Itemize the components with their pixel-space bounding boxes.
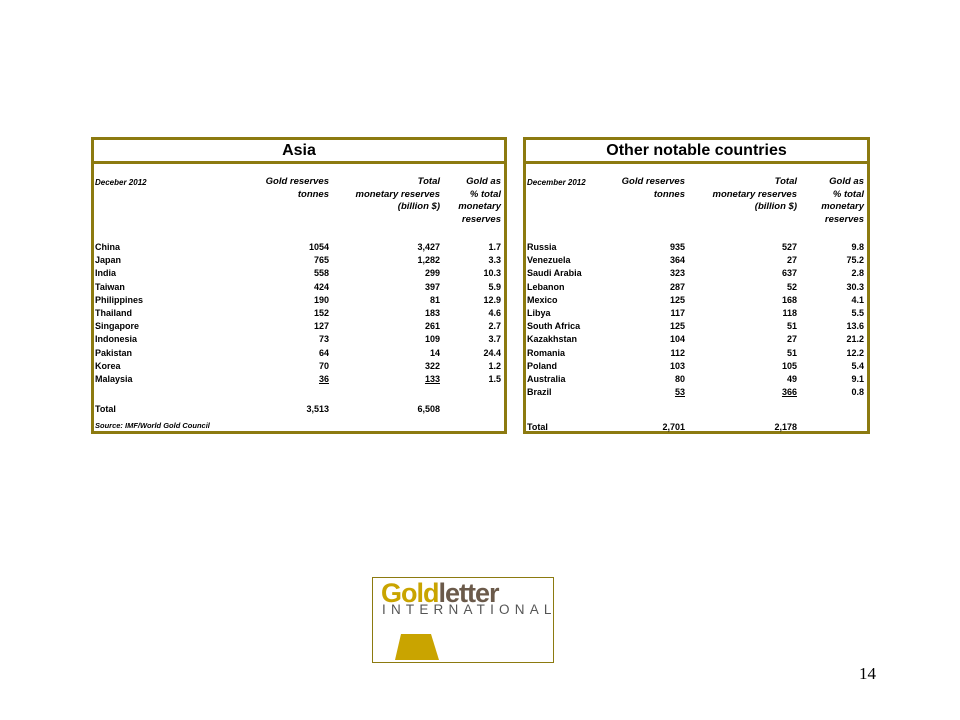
- tonnes-cell: 64: [318, 347, 329, 358]
- country-cell: Pakistan: [95, 347, 133, 358]
- asia-table-panel: [91, 137, 507, 434]
- header-line: tonnes: [653, 188, 685, 200]
- country-cell: Japan: [95, 255, 122, 266]
- total-reserves: 2,178: [774, 422, 797, 432]
- other-countries-table-panel: [523, 137, 870, 434]
- tonnes-cell: 70: [318, 360, 329, 371]
- pct-cell: 1.7: [488, 242, 501, 252]
- country-cell: Korea: [95, 360, 121, 371]
- tonnes-cell: 125: [669, 294, 685, 305]
- tonnes-cell: 104: [669, 334, 685, 345]
- table-row: [94, 281, 504, 294]
- table-row: [526, 281, 867, 294]
- tonnes-cell: 127: [313, 321, 329, 332]
- reserves-cell: 109: [424, 334, 440, 345]
- table-row: [94, 254, 504, 267]
- reserves-cell: 322: [424, 360, 440, 371]
- table-row: [526, 241, 867, 254]
- other-col-gold-pct-header: [821, 176, 864, 226]
- other-total-row: [526, 421, 867, 434]
- country-cell: Malaysia: [95, 374, 133, 384]
- country-cell: Romania: [527, 347, 566, 358]
- country-cell: Libya: [527, 308, 551, 318]
- tonnes-cell: 117: [670, 308, 685, 318]
- table-row: [526, 307, 867, 320]
- total-label: Total: [527, 422, 548, 432]
- country-cell: Saudi Arabia: [527, 268, 582, 279]
- country-cell: China: [95, 242, 121, 252]
- header-line: reserves: [824, 213, 864, 225]
- country-cell: Indonesia: [95, 334, 138, 345]
- header-line: monetary reserves: [712, 188, 797, 200]
- reserves-cell: 52: [786, 281, 797, 292]
- table-row: [94, 294, 504, 307]
- reserves-cell: 14: [429, 347, 440, 358]
- pct-cell: 9.8: [851, 242, 864, 252]
- pct-cell: 3.3: [488, 255, 501, 266]
- pct-cell: 3.7: [488, 334, 501, 345]
- country-cell: Taiwan: [95, 281, 125, 292]
- asia-col-total-reserves-header: [356, 176, 441, 214]
- tonnes-cell: 935: [669, 242, 685, 252]
- header-line: Total: [774, 176, 797, 187]
- pct-cell: 5.9: [488, 281, 501, 292]
- reserves-cell: 118: [782, 308, 797, 318]
- logo-word-letter: letter: [438, 578, 499, 608]
- table-row: [94, 307, 504, 320]
- tonnes-cell: 364: [669, 255, 685, 266]
- pct-cell: 2.8: [851, 268, 864, 279]
- total-tonnes: 2,701: [662, 422, 685, 432]
- pct-cell: 12.9: [483, 294, 501, 305]
- reserves-cell: 133: [424, 374, 440, 384]
- reserves-cell: 105: [781, 360, 797, 371]
- tonnes-cell: 1054: [308, 242, 329, 252]
- table-row: [526, 320, 867, 333]
- header-line: Total: [417, 176, 440, 187]
- reserves-cell: 366: [781, 387, 797, 398]
- pct-cell: 24.4: [483, 347, 501, 358]
- reserves-cell: 168: [781, 294, 797, 305]
- table-row: [94, 373, 504, 386]
- total-label: Total: [95, 404, 116, 414]
- reserves-cell: 27: [786, 334, 797, 345]
- header-line: Gold as: [466, 176, 501, 187]
- tonnes-cell: 323: [669, 268, 685, 279]
- country-cell: Australia: [527, 374, 566, 384]
- table-row: [94, 333, 504, 346]
- table-row: [526, 373, 867, 386]
- country-cell: Singapore: [95, 321, 140, 332]
- pct-cell: 4.1: [851, 294, 864, 305]
- header-line: Gold as: [829, 176, 864, 187]
- table-row: [526, 386, 867, 399]
- table-row: [94, 267, 504, 280]
- asia-date-label: Deceber 2012: [95, 178, 147, 187]
- total-tonnes: 3,513: [306, 404, 329, 414]
- other-table-title: Other notable countries: [526, 140, 867, 164]
- header-line: Gold reserves: [621, 176, 685, 187]
- tonnes-cell: 73: [318, 334, 329, 345]
- reserves-cell: 183: [424, 308, 440, 318]
- pct-cell: 5.4: [851, 360, 864, 371]
- table-row: [94, 360, 504, 373]
- table-row: [526, 294, 867, 307]
- country-cell: India: [95, 268, 117, 279]
- country-cell: Kazakhstan: [527, 334, 578, 345]
- pct-cell: 1.2: [488, 360, 501, 371]
- country-cell: Poland: [527, 360, 558, 371]
- country-cell: Philippines: [95, 294, 144, 305]
- header-line: (billion $): [397, 201, 440, 212]
- reserves-cell: 1,282: [417, 255, 440, 266]
- goldletter-logo: [372, 577, 557, 663]
- pct-cell: 5.5: [851, 308, 864, 318]
- asia-col-gold-pct-header: [458, 176, 501, 226]
- header-line: reserves: [461, 213, 501, 225]
- header-line: % total: [832, 188, 864, 200]
- table-row: [526, 333, 867, 346]
- tonnes-cell: 125: [669, 321, 685, 332]
- reserves-cell: 27: [786, 255, 797, 266]
- pct-cell: 13.6: [846, 321, 864, 332]
- country-cell: Lebanon: [527, 281, 565, 292]
- source-note: Source: IMF/World Gold Council: [95, 421, 210, 430]
- other-date-label: December 2012: [527, 178, 586, 187]
- tonnes-cell: 287: [669, 281, 685, 292]
- pct-cell: 1.5: [488, 374, 501, 384]
- country-cell: Thailand: [95, 308, 133, 318]
- tonnes-cell: 152: [313, 308, 329, 318]
- reserves-cell: 3,427: [417, 242, 440, 252]
- pct-cell: 9.1: [851, 374, 864, 384]
- table-row: [94, 241, 504, 254]
- header-line: % total: [469, 188, 501, 200]
- pct-cell: 0.8: [851, 387, 864, 398]
- reserves-cell: 51: [786, 347, 797, 358]
- logo-subtitle: INTERNATIONAL: [382, 602, 557, 617]
- reserves-cell: 51: [786, 321, 797, 332]
- other-col-total-reserves-header: [713, 176, 798, 214]
- country-cell: Mexico: [527, 294, 558, 305]
- tonnes-cell: 558: [313, 268, 329, 279]
- table-row: [94, 347, 504, 360]
- asia-table-title: Asia: [94, 140, 504, 164]
- pct-cell: 21.2: [846, 334, 864, 345]
- tonnes-cell: 80: [674, 374, 685, 384]
- table-row: [526, 254, 867, 267]
- reserves-cell: 397: [424, 281, 440, 292]
- tonnes-cell: 103: [669, 360, 685, 371]
- pct-cell: 10.3: [483, 268, 501, 279]
- table-row: [526, 267, 867, 280]
- table-row: [94, 320, 504, 333]
- tonnes-cell: 53: [674, 387, 685, 398]
- page-number: 14: [859, 664, 876, 683]
- tonnes-cell: 765: [313, 255, 329, 266]
- country-cell: South Africa: [527, 321, 581, 332]
- tonnes-cell: 112: [670, 347, 685, 358]
- pct-cell: 75.2: [846, 255, 864, 266]
- table-row: [526, 360, 867, 373]
- header-line: tonnes: [297, 188, 329, 200]
- pct-cell: 2.7: [488, 321, 501, 332]
- logo-word-gold: Gold: [381, 578, 439, 608]
- reserves-cell: 261: [424, 321, 440, 332]
- header-line: monetary: [821, 201, 864, 212]
- header-line: Gold reserves: [265, 176, 329, 187]
- country-cell: Russia: [527, 242, 557, 252]
- header-line: (billion $): [754, 201, 797, 212]
- header-line: monetary: [458, 201, 501, 212]
- tonnes-cell: 190: [313, 294, 329, 305]
- country-cell: Brazil: [527, 387, 552, 398]
- reserves-cell: 299: [424, 268, 440, 279]
- reserves-cell: 49: [786, 374, 797, 384]
- asia-col-gold-reserves-header: [266, 176, 329, 201]
- pct-cell: 4.6: [488, 308, 501, 318]
- pct-cell: 12.2: [846, 347, 864, 358]
- table-row: [526, 347, 867, 360]
- tonnes-cell: 36: [318, 374, 329, 384]
- other-col-gold-reserves-header: [622, 176, 685, 201]
- header-line: monetary reserves: [355, 188, 440, 200]
- pct-cell: 30.3: [846, 281, 864, 292]
- reserves-cell: 81: [429, 294, 440, 305]
- tonnes-cell: 424: [313, 281, 329, 292]
- reserves-cell: 637: [781, 268, 797, 279]
- country-cell: Venezuela: [527, 255, 571, 266]
- reserves-cell: 527: [781, 242, 797, 252]
- total-reserves: 6,508: [417, 404, 440, 414]
- asia-total-row: [94, 403, 504, 416]
